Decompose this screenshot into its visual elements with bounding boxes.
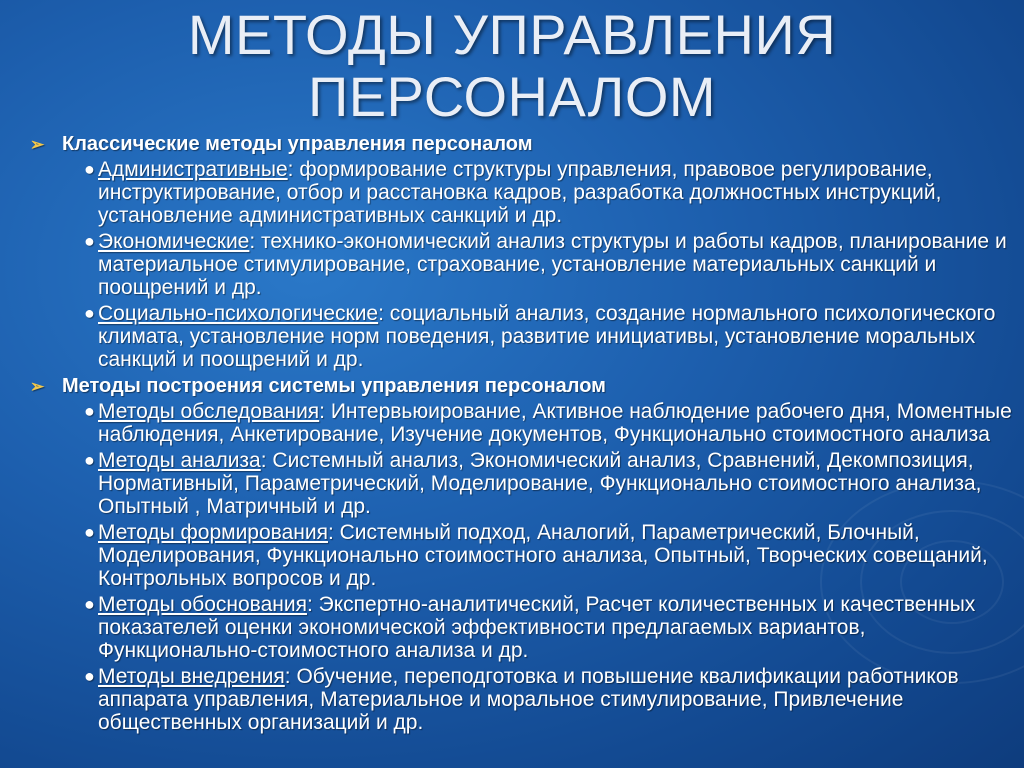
list-item [30, 521, 1014, 590]
section-heading-text: Методы построения системы управления персоналом [62, 375, 606, 397]
slide-title-line-2: ПЕРСОНАЛОМ [307, 65, 717, 128]
slide-title-line-1: МЕТОДЫ УПРАВЛЕНИЯ [187, 3, 837, 66]
list-item [30, 158, 1014, 227]
bullet-dot-icon: ● [84, 303, 95, 323]
item-term: Методы обоснования [98, 593, 307, 616]
item-term: Социально-психологические [98, 302, 379, 325]
bullet-dot-icon: ● [84, 594, 95, 614]
list-item [30, 665, 1014, 734]
item-text: : Системный подход, Аналогий, Параметрический, Блочный, Моделирования, Функционально стоимостного анализа, Опытный, Творческих совещаний, Контрольных вопросов и др. [98, 521, 988, 590]
item-text: : технико-экономический анализ структуры и работы кадров, планирование и материальное стимулирование, страхование, установление материальных санкций и поощрений и др. [98, 230, 1007, 299]
item-text: : Интервьюирование, Активное наблюдение рабочего дня, Моментные наблюдения, Анкетирование, Изучение документов, Функционально стоимостного анализа [98, 400, 1012, 446]
bullet-dot-icon: ● [84, 401, 95, 421]
item-term: Методы формирования [98, 521, 328, 544]
bullet-dot-icon: ● [84, 231, 95, 251]
slide-title [0, 4, 1024, 128]
arrow-bullet-icon: ➢ [30, 377, 45, 396]
item-term: Методы внедрения [98, 665, 285, 688]
item-term: Экономические [98, 230, 250, 253]
list-item [30, 400, 1014, 446]
list-item [30, 230, 1014, 299]
bullet-dot-icon: ● [84, 522, 95, 542]
list-item [30, 593, 1014, 662]
bullet-dot-icon: ● [84, 450, 95, 470]
bullet-dot-icon: ● [84, 666, 95, 686]
item-term: Административные [98, 158, 288, 181]
bullet-dot-icon: ● [84, 159, 95, 179]
section-heading-system [30, 374, 1014, 398]
item-text: : Системный анализ, Экономический анализ, Сравнений, Декомпозиция, Нормативный, Параметрический, Моделирование, Функционально стоимостного анализа, Опытный , Матричный и др. [98, 449, 982, 518]
section-heading-text: Классические методы управления персоналом [62, 133, 533, 155]
list-item [30, 302, 1014, 371]
item-text: : Обучение, переподготовка и повышение квалификации работников аппарата управления, Материальное и моральное стимулирование, Привлечение общественных организаций и др. [98, 665, 959, 734]
item-text: : Экспертно-аналитический, Расчет количественных и качественных показателей оценки экономической эффективности предлагаемых вариантов, Функционально-стоимостного анализа и др. [98, 593, 976, 662]
list-item [30, 449, 1014, 518]
arrow-bullet-icon: ➢ [30, 135, 45, 154]
item-text: : формирование структуры управления, правовое регулирование, инструктирование, отбор и расстановка кадров, разработка должностных инструкций, установление административных санкций и др. [98, 158, 942, 227]
slide-content [30, 132, 1014, 737]
item-text: : социальный анализ, создание нормального психологического климата, установление норм поведения, развитие инициативы, установление моральных санкций и поощрений и др. [98, 302, 996, 371]
item-term: Методы анализа [98, 449, 261, 472]
item-term: Методы обследования [98, 400, 320, 423]
section-heading-classic [30, 132, 1014, 156]
